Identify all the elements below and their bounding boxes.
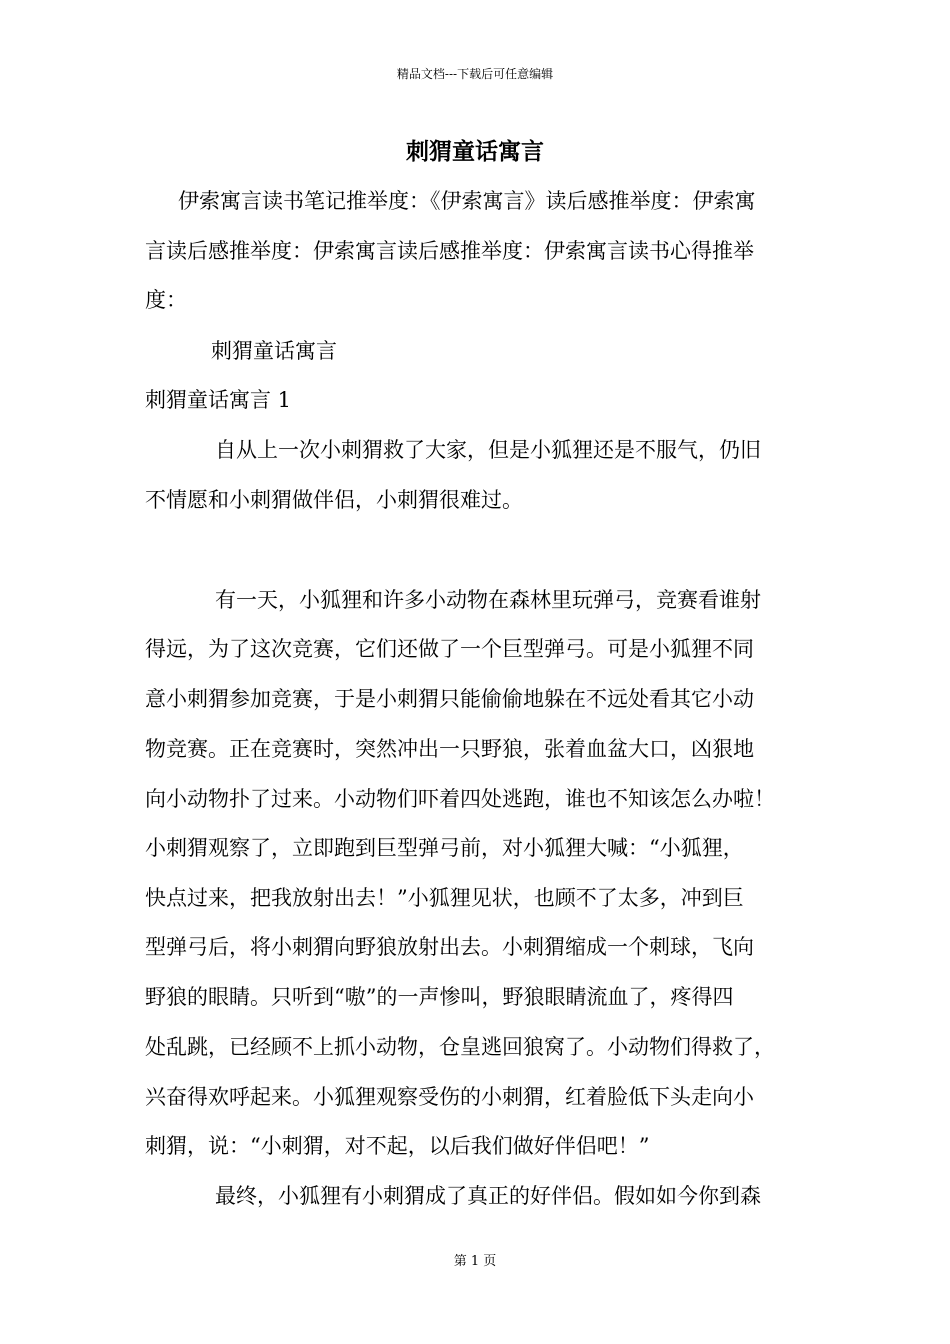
paragraph-line: 野狼的眼睛。只听到“嗷”的一声惨叫，野狼眼睛流血了，疼得四	[145, 985, 734, 1009]
paragraph-line: 兴奋得欢呼起来。小狐狸观察受伤的小刺猬，红着脸低下头走向小	[145, 1085, 754, 1109]
paragraph-line: 自从上一次小刺猬救了大家，但是小狐狸还是不服气，仍旧	[215, 438, 761, 462]
paragraph-line: 意小刺猬参加竞赛，于是小刺猬只能偷偷地躲在不远处看其它小动	[145, 687, 754, 711]
paragraph-line: 向小动物扑了过来。小动物们吓着四处逃跑，谁也不知该怎么办啦！	[145, 787, 775, 811]
paragraph-line: 快点过来，把我放射出去！”小狐狸见状，也顾不了太多，冲到巨	[145, 886, 744, 910]
intro-line: 言读后感推举度：伊索寓言读后感推举度：伊索寓言读书心得推举	[145, 239, 754, 263]
paragraph-line: 型弹弓后，将小刺猬向野狼放射出去。小刺猬缩成一个刺球，飞向	[145, 935, 754, 959]
paragraph-line: 得远，为了这次竞赛，它们还做了一个巨型弹弓。可是小狐狸不同	[145, 637, 754, 661]
paragraph-line: 物竞赛。正在竞赛时，突然冲出一只野狼，张着血盆大口，凶狠地	[145, 737, 754, 761]
intro-line: 伊索寓言读书笔记推举度：《伊索寓言》读后感推举度：伊索寓	[178, 189, 756, 213]
paragraph-line: 最终，小狐狸有小刺猬成了真正的好伴侣。假如如今你到森	[215, 1184, 761, 1208]
page-number: 第 1 页	[453, 1254, 497, 1269]
paragraph-line: 有一天，小狐狸和许多小动物在森林里玩弹弓，竞赛看谁射	[215, 588, 761, 612]
paragraph-line: 刺猬，说：“小刺猬，对不起，以后我们做好伴侣吧！”	[145, 1134, 650, 1158]
intro-line: 度：	[145, 288, 187, 312]
paragraph-line: 不情愿和小刺猬做伴侣，小刺猬很难过。	[145, 488, 523, 512]
section-heading: 刺猬童话寓言	[211, 339, 337, 363]
paragraph-line: 小刺猬观察了，立即跑到巨型弹弓前，对小狐狸大喊：“小狐狸，	[145, 836, 744, 860]
document-title: 刺猬童话寓言	[406, 138, 544, 165]
paragraph-line: 处乱跳，已经顾不上抓小动物，仓皇逃回狼窝了。小动物们得救了，	[145, 1035, 775, 1059]
section-subheading: 刺猬童话寓言 1	[145, 388, 292, 412]
page-header: 精品文档---下载后可任意编辑	[396, 67, 554, 81]
